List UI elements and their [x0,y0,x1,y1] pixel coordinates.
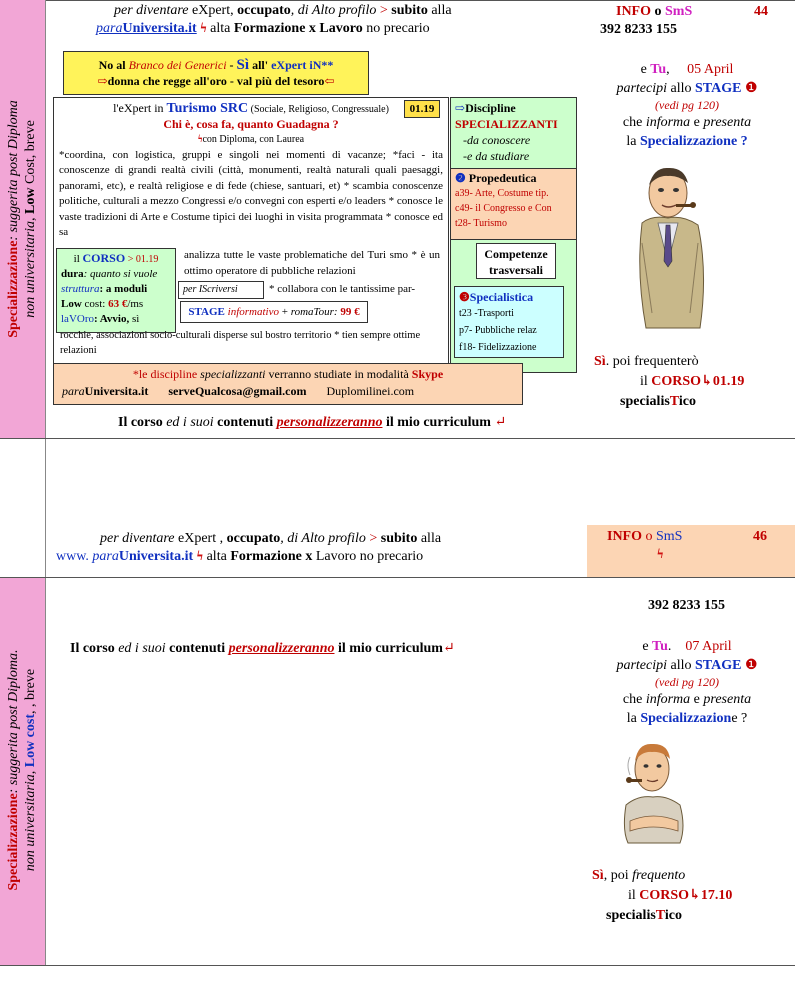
return-icon: ↵ [442,641,455,656]
arrow-icon: ↳ [701,374,713,389]
header-2: per diventare eXpert , occupato, di Alto profilo > subito alla www. paraUniversita.it ϟ alta Formazione x Lavoro no precario [56,531,442,564]
divider-2 [0,577,795,578]
bolt-icon: ϟ [196,549,204,564]
expert-description: *coordina, con logistica, gruppi e singoli nei momenti di vacanze; *faci - ita conoscenze di grandi realtà civili (città, monumenti, realtà naturali quali paesaggi, panorami, etc), e realtà religiose e di fede (chiese, santuari, et) * scambia conoscenze politiche, culturali a mezzo Congressi e/o convegni con esperti e/o leaders * conosce le vaste tradizioni di Arte e Costume tipici dei luoghi in visita programmata * conosce ed sa [59,148,443,238]
branco-box: No al Branco dei Generici - Sì all' eXpert iN** ⇨donna che regge all'oro - val più del tesoro⇦ [63,51,369,95]
number-3-icon: ❸ [459,290,470,304]
skype-box: *le discipline specializzanti verranno studiate in modalità Skype paraUniversita.it serveQualcosa@gmail.com Duplomilinei.com [53,363,523,405]
bottom-border [0,965,795,966]
expert-description-cont2: * collabora con le tantissime par- [269,283,416,295]
businessman-illustration [628,163,708,331]
sidebar-top-text: Specializzazione: suggerita post Diploma non universitaria, Low Cost, breve [6,100,38,338]
info-block-2: INFO o SmS 46 ϟ [587,525,795,577]
sidebar-bottom-text: Specializzazione: suggerita post Diploma. non universitaria, Low cost, , breve [6,649,38,891]
thinking-man-illustration [618,735,688,845]
corso-signup-2: Sì, poi frequento il CORSO↳17.10 specialisTico [592,868,733,923]
corso-signup-1: Sì. poi frequenterò il CORSO↳01.19 specialisTico [594,354,745,409]
code-badge: 01.19 [404,100,440,118]
bolt-icon: ϟ [200,21,207,36]
expert-box: l'eXpert in Turismo SRC (Sociale, Religioso, Congressuale) Chi è, cosa fa, quanto Guadagna ? ϟcon Diploma, con Laurea *coordina, con logistica, gruppi e singoli nei momenti di vacanze; *faci - ita conoscenze di grandi realtà civili (città, monumenti, realtà naturali quali paesaggi, panorami, etc), e realtà religiose e di fede (chiese, santuari, et) * scambia conoscenze politiche, culturali a mezzo Congressi e/o convegni con esperti e/o leaders * conosce le vaste tradizioni di Arte e Costume tipici dei luoghi in visita programmata * conosce ed sa [53,97,449,367]
propedeutica-box: ❷ Propedeutica a39- Arte, Costume tip. c49- il Congresso e Con t28- Turismo [450,168,577,240]
corso-box: il CORSO > 01.19 dura: quanto si vuole struttura: a moduli Low cost: 63 €/ms laVOro: Avvio, sì [56,248,176,333]
spec-item: f18- Fidelizzazione [459,342,537,353]
curriculum-line-2: Il corso ed i suoi contenuti personalizzeranno il mio curriculum↵ [70,641,455,656]
phone-2: 392 8233 155 [648,598,725,613]
expert-description-cont: analizza tutte le vaste problematiche del Turi smo * è un ottimo operatore di pubbliche relazioni [184,249,440,277]
iscriversi-box: per IScriversi [178,281,264,299]
prop-item: c49- il Congresso e Con [455,203,552,214]
arrow-icon: ↳ [689,888,701,903]
stage-box: STAGE informativo + romaTour: 99 € [180,301,368,323]
info-block-1: INFO o SmS 44 392 8233 155 [600,4,768,37]
sidebar-bottom [0,578,46,965]
top-border [0,0,795,1]
header-1: per diventare eXpert, occupato, di Alto profilo > subito alla paraUniversita.it ϟ alta Formazione x Lavoro no precario [96,3,452,36]
return-icon: ↵ [490,415,507,430]
sidebar-blank [0,439,46,577]
stage-promo-2: e Tu. 07 April partecipi allo STAGE ❶ (vedi pg 120) che informa e presenta la Specializzazione ? [616,639,758,726]
number-2-icon: ❷ [455,171,466,185]
bolt-icon: ϟ [657,547,664,562]
bolt-icon: ϟ [197,134,203,145]
arrow-right-icon: ⇨ [455,101,466,115]
prop-item: t28- Turismo [455,218,507,229]
spec-item: p7- Pubbliche relaz [459,325,537,336]
expert-description-cont3: rocchie, associazioni socio-culturali disperse sul bostro territorio * tien sempre ottime relazioni [60,330,421,356]
discipline-box: ⇨Discipline SPECIALIZZANTI -da conoscere -e da studiare [450,97,577,373]
arrow-right-icon: ⇨ [97,74,108,88]
sidebar-top [0,0,46,438]
prop-item: a39- Arte, Costume tip. [455,188,549,199]
divider-1 [0,438,795,439]
specialistica-box: ❸Specialistica t23 -Trasporti p7- Pubbliche relaz f18- Fidelizzazione [454,286,564,358]
stage-promo-1: e Tu, 05 April partecipi allo STAGE ❶ (vedi pg 120) che informa e presenta la Specializzazione ? [616,62,758,149]
return-arrow-icon: ⇦ [324,74,335,88]
spec-item: t23 -Trasporti [459,308,514,319]
curriculum-line-1: Il corso ed i suoi contenuti personalizzeranno il mio curriculum ↵ [118,415,507,430]
competenze-box: Competenze trasversali [476,243,556,279]
